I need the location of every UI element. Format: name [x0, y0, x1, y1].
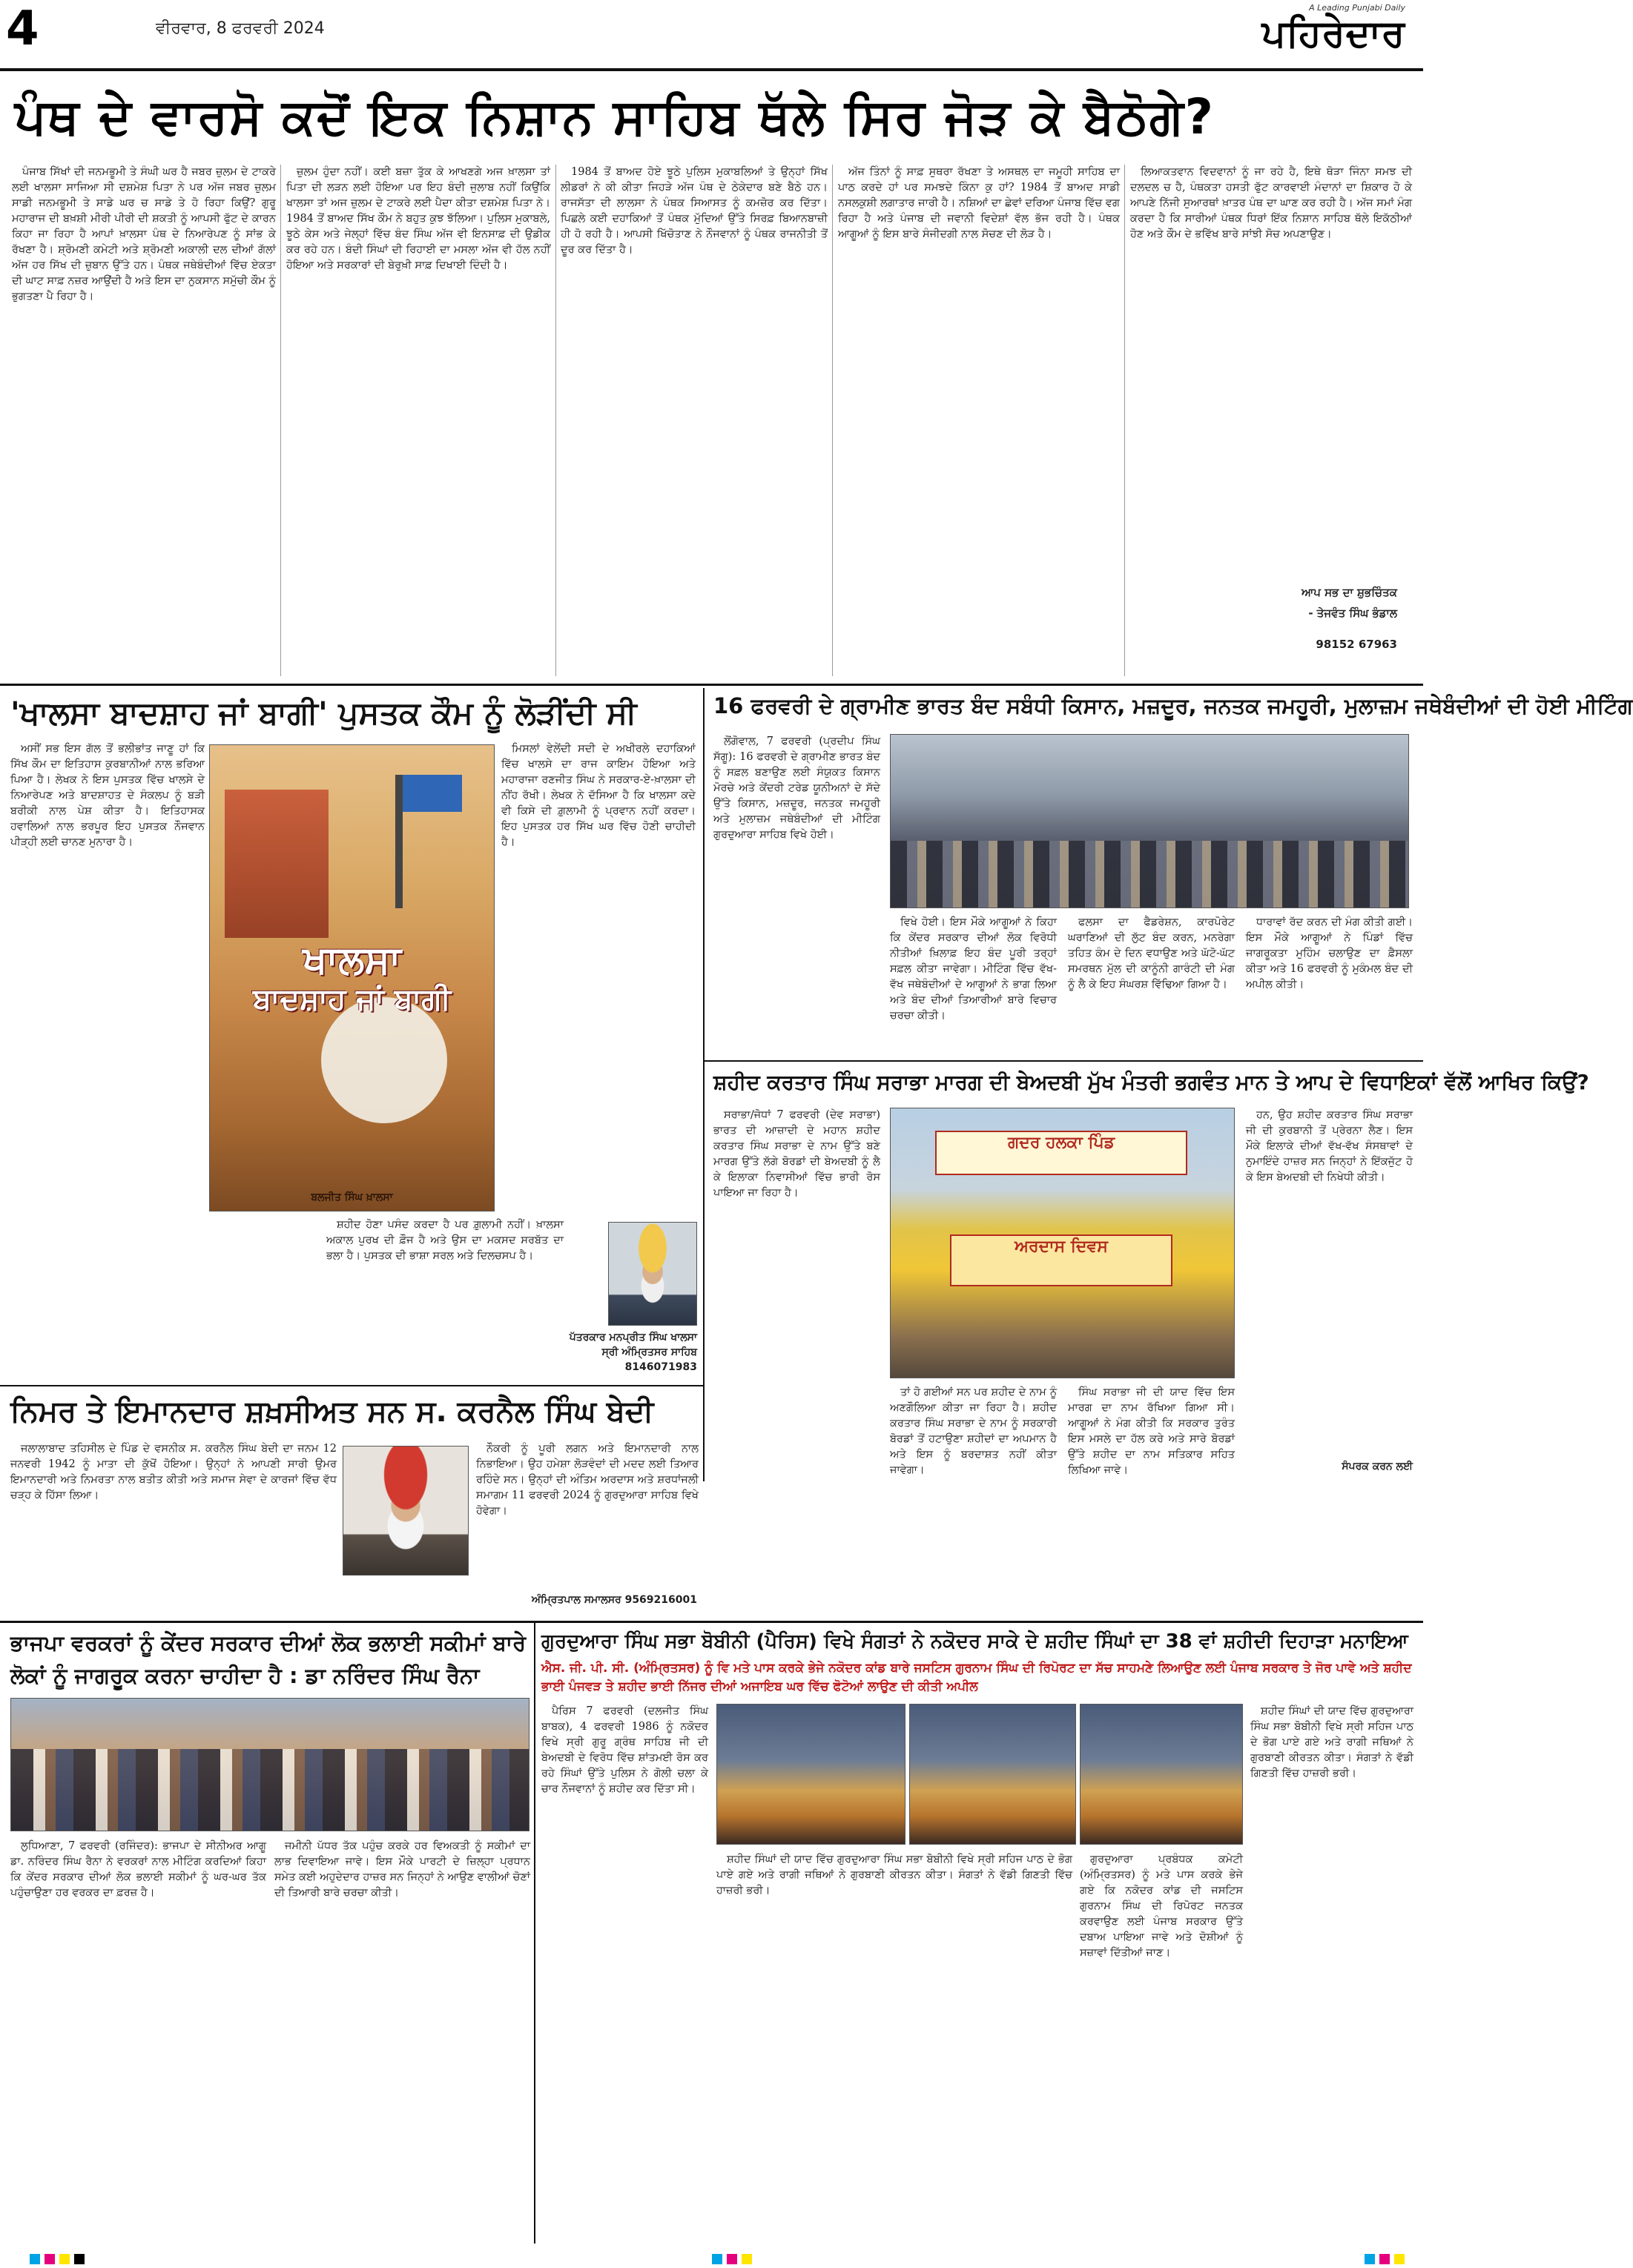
kartar-col-3: ਸਿੰਘ ਸਰਾਭਾ ਜੀ ਦੀ ਯਾਦ ਵਿੱਚ ਇਸ ਮਾਰਗ ਦਾ ਨਾਮ ਰੱਖਿਆ ਗਿਆ ਸੀ। ਆਗੂਆਂ ਨੇ ਮੰਗ ਕੀਤੀ ਕਿ ਸਰਕਾਰ ਤੁਰੰਤ ਇਸ ਮਸਲੇ ਦਾ ਹੱਲ ਕਰੇ ਅਤੇ ਸਾਰੇ ਬੋਰਡਾਂ ਉੱਤੇ ਸ਼ਹੀਦ ਦਾ ਨਾਮ ਸਤਿਕਾਰ ਸਹਿਤ ਲਿਖਿਆ ਜਾਵੇ।: [1068, 1386, 1235, 1476]
kartar-col-4: ਹਨ, ਉਹ ਸ਼ਹੀਦ ਕਰਤਾਰ ਸਿੰਘ ਸਰਾਭਾ ਜੀ ਦੀ ਕੁਰਬਾਨੀ ਤੋਂ ਪ੍ਰੇਰਨਾ ਲੈਣ। ਇਸ ਮੌਕੇ ਇਲਾਕੇ ਦੀਆਂ ਵੱਖ-ਵੱਖ ਸੰਸਥਾਵਾਂ ਦੇ ਨੁਮਾਇੰਦੇ ਹਾਜ਼ਰ ਸਨ ਜਿਨ੍ਹਾਂ ਨੇ ਇੱਕਜੁੱਟ ਹੋ ਕੇ ਇਸ ਬੇਅਦਬੀ ਦੀ ਨਿਖੇਧੀ ਕੀਤੀ।: [1246, 1109, 1413, 1183]
farmers-headline: 16 ਫਰਵਰੀ ਦੇ ਗ੍ਰਾਮੀਣ ਭਾਰਤ ਬੰਦ ਸਬੰਧੀ ਕਿਸਾਨ, ਮਜ਼ਦੂਰ, ਜਨਤਕ ਜਮਹੂਰੀ, ਮੁਲਾਜ਼ਮ ਜਥੇਬੰਦੀਆਂ ਦੀ ਹੋਈ ਮੀਟਿੰਗ: [713, 693, 1633, 718]
gurdwara-col-1: ਪੈਰਿਸ 7 ਫਰਵਰੀ (ਦਲਜੀਤ ਸਿੰਘ ਬਾਬਕ), 4 ਫਰਵਰੀ 1986 ਨੂੰ ਨਕੋਦਰ ਵਿਖੇ ਸ੍ਰੀ ਗੁਰੂ ਗ੍ਰੰਥ ਸਾਹਿਬ ਜੀ ਦੀ ਬੇਅਦਬੀ ਦੇ ਵਿਰੋਧ ਵਿੱਚ ਸ਼ਾਂਤਮਈ ਰੋਸ ਕਰ ਰਹੇ ਸਿੰਘਾਂ ਉੱਤੇ ਪੁਲਿਸ ਨੇ ਗੋਲੀ ਚਲਾ ਕੇ ਚਾਰ ਨੌਜਵਾਨਾਂ ਨੂੰ ਸ਼ਹੀਦ ਕਰ ਦਿੱਤਾ ਸੀ।: [541, 1705, 708, 1795]
lead-col-3: 1984 ਤੋਂ ਬਾਅਦ ਹੋਏ ਝੂਠੇ ਪੁਲਿਸ ਮੁਕਾਬਲਿਆਂ ਤੇ ਉਨ੍ਹਾਂ ਸਿੱਖ ਲੀਡਰਾਂ ਨੇ ਕੀ ਕੀਤਾ ਜਿਹੜੇ ਅੱਜ ਪੰਥ ਦੇ ਠੇਕੇਦਾਰ ਬਣੇ ਬੈਠੇ ਹਨ। ਰਾਜਸੱਤਾ ਦੀ ਲਾਲਸਾ ਨੇ ਪੰਥਕ ਸਿਆਸਤ ਨੂੰ ਕਮਜ਼ੋਰ ਕਰ ਦਿੱਤਾ। ਪਿਛਲੇ ਕਈ ਦਹਾਕਿਆਂ ਤੋਂ ਪੰਥਕ ਮੁੱਦਿਆਂ ਉੱਤੇ ਸਿਰਫ਼ ਬਿਆਨਬਾਜ਼ੀ ਹੀ ਹੋ ਰਹੀ ਹੈ। ਆਪਸੀ ਖਿੱਚੋਤਾਣ ਨੇ ਨੌਜਵਾਨਾਂ ਨੂੰ ਪੰਥਕ ਰਾਜਨੀਤੀ ਤੋਂ ਦੂਰ ਕਰ ਦਿੱਤਾ ਹੈ।: [561, 166, 828, 256]
book-title-line-2: ਬਾਦਸ਼ਾਹ ਜਾਂ ਬਾਗੀ: [252, 982, 452, 1016]
crowd-illustration: [891, 841, 1408, 907]
bedi-col-1: ਜਲਾਲਾਬਾਦ ਤਹਿਸੀਲ ਦੇ ਪਿੰਡ ਦੇ ਵਸਨੀਕ ਸ. ਕਰਨੈਲ ਸਿੰਘ ਬੇਦੀ ਦਾ ਜਨਮ 12 ਜਨਵਰੀ 1942 ਨੂੰ ਮਾਤਾ ਦੀ ਕੁੱਖੋਂ ਹੋਇਆ। ਉਨ੍ਹਾਂ ਨੇ ਆਪਣੀ ਸਾਰੀ ਉਮਰ ਇਮਾਨਦਾਰੀ ਅਤੇ ਨਿਮਰਤਾ ਨਾਲ ਬਤੀਤ ਕੀਤੀ ਅਤੇ ਸਮਾਜ ਸੇਵਾ ਦੇ ਕਾਰਜਾਂ ਵਿੱਚ ਵੱਧ ਚੜ੍ਹ ਕੇ ਹਿੱਸਾ ਲਿਆ।: [10, 1443, 337, 1501]
header-rule: [0, 68, 1423, 71]
col-divider: [832, 165, 833, 676]
banner-board-2: ਅਰਦਾਸ ਦਿਵਸ: [950, 1234, 1172, 1286]
vertical-rule: [534, 1621, 535, 2244]
section-rule: [0, 1385, 703, 1386]
registration-mark: [74, 2254, 85, 2264]
section-rule: [0, 1621, 1423, 1623]
gurdwara-col-3: ਗੁਰਦੁਆਰਾ ਪ੍ਰਬੰਧਕ ਕਮੇਟੀ (ਅੰਮ੍ਰਿਤਸਰ) ਨੂੰ ਮਤੇ ਪਾਸ ਕਰਕੇ ਭੇਜੇ ਗਏ ਕਿ ਨਕੋਦਰ ਕਾਂਡ ਦੀ ਜਸਟਿਸ ਗੁਰਨਾਮ ਸਿੰਘ ਦੀ ਰਿਪੋਰਟ ਜਨਤਕ ਕਰਵਾਉਣ ਲਈ ਪੰਜਾਬ ਸਰਕਾਰ ਉੱਤੇ ਦਬਾਅ ਪਾਇਆ ਜਾਵੇ ਅਤੇ ਦੋਸ਼ੀਆਂ ਨੂੰ ਸਜ਼ਾਵਾਂ ਦਿੱਤੀਆਂ ਜਾਣ।: [1080, 1854, 1243, 1959]
khalsa-col-2: ਮਿਸਲਾਂ ਵੇਲੇਂਦੀ ਸਦੀ ਦੇ ਅਖੀਰਲੇ ਦਹਾਕਿਆਂ ਵਿੱਚ ਖਾਲਸੇ ਦਾ ਰਾਜ ਕਾਇਮ ਹੋਇਆ ਅਤੇ ਮਹਾਰਾਜਾ ਰਣਜੀਤ ਸਿੰਘ ਨੇ ਸਰਕਾਰ-ਏ-ਖ਼ਾਲਸਾ ਦੀ ਨੀਂਹ ਰੱਖੀ। ਲੇਖਕ ਨੇ ਦੱਸਿਆ ਹੈ ਕਿ ਖਾਲਸਾ ਕਦੇ ਵੀ ਕਿਸੇ ਦੀ ਗ਼ੁਲਾਮੀ ਨੂੰ ਪ੍ਰਵਾਨ ਨਹੀਂ ਕਰਦਾ। ਇਹ ਪੁਸਤਕ ਹਰ ਸਿੱਖ ਘਰ ਵਿੱਚ ਹੋਣੀ ਚਾਹੀਦੀ ਹੈ।: [501, 743, 696, 848]
farmers-col-4: ਧਾਰਾਵਾਂ ਰੱਦ ਕਰਨ ਦੀ ਮੰਗ ਕੀਤੀ ਗਈ। ਇਸ ਮੌਕੇ ਆਗੂਆਂ ਨੇ ਪਿੰਡਾਂ ਵਿੱਚ ਜਾਗਰੂਕਤਾ ਮੁਹਿੰਮ ਚਲਾਉਣ ਦਾ ਫ਼ੈਸਲਾ ਕੀਤਾ ਅਤੇ 16 ਫਰਵਰੀ ਨੂੰ ਮੁਕੰਮਲ ਬੰਦ ਦੀ ਅਪੀਲ ਕੀਤੀ।: [1246, 916, 1413, 991]
lead-col-2: ਜ਼ੁਲਮ ਹੁੰਦਾ ਨਹੀਂ। ਕਈ ਬਜ਼ਾ ਤੁੱਕ ਕੇ ਆਖਣਗੇ ਅਜ ਖ਼ਾਲਸਾ ਤਾਂ ਪਿਤਾ ਦੀ ਲੜਨ ਲਈ ਹੋਇਆ ਪਰ ਇਹ ਬੰਦੀ ਜੁਲਾਬ ਨਹੀਂ ਕਿਉਂਕਿ ਖਾਲਸਾ ਤਾਂ ਅਜ ਜ਼ੁਲਮ ਦੇ ਟਾਕਰੇ ਲਈ ਪੈਦਾ ਕੀਤਾ ਦਸ਼ਮੇਸ਼ ਪਿਤਾ ਨੇ। 1984 ਤੋਂ ਬਾਅਦ ਸਿੱਖ ਕੌਮ ਨੇ ਬਹੁਤ ਕੁਝ ਝੱਲਿਆ। ਪੁਲਿਸ ਮੁਕਾਬਲੇ, ਝੂਠੇ ਕੇਸ ਅਤੇ ਜੇਲ੍ਹਾਂ ਵਿੱਚ ਬੰਦ ਸਿੰਘ ਅੱਜ ਵੀ ਇਨਸਾਫ਼ ਦੀ ਉਡੀਕ ਕਰ ਰਹੇ ਹਨ। ਬੰਦੀ ਸਿੰਘਾਂ ਦੀ ਰਿਹਾਈ ਦਾ ਮਸਲਾ ਅੱਜ ਵੀ ਹੱਲ ਨਹੀਂ ਹੋਇਆ ਅਤੇ ਸਰਕਾਰਾਂ ਦੀ ਬੇਰੁਖ਼ੀ ਸਾਫ਼ ਦਿਖਾਈ ਦਿੰਦੀ ਹੈ।: [286, 166, 550, 271]
khalsa-col-1: ਅਸੀਂ ਸਭ ਇਸ ਗੱਲ ਤੋਂ ਭਲੀਭਾਂਤ ਜਾਣੂ ਹਾਂ ਕਿ ਸਿੱਖ ਕੌਮ ਦਾ ਇਤਿਹਾਸ ਕੁਰਬਾਨੀਆਂ ਨਾਲ ਭਰਿਆ ਪਿਆ ਹੈ। ਲੇਖਕ ਨੇ ਇਸ ਪੁਸਤਕ ਵਿੱਚ ਖਾਲਸੇ ਦੇ ਨਿਆਰੇਪਣ ਅਤੇ ਬਾਦਸ਼ਾਹਤ ਦੇ ਸੰਕਲਪ ਨੂੰ ਬੜੀ ਬਰੀਕੀ ਨਾਲ ਪੇਸ਼ ਕੀਤਾ ਹੈ। ਇਤਿਹਾਸਕ ਹਵਾਲਿਆਂ ਨਾਲ ਭਰਪੂਰ ਇਹ ਪੁਸਤਕ ਨੌਜਵਾਨ ਪੀੜ੍ਹੀ ਲਈ ਚਾਨਣ ਮੁਨਾਰਾ ਹੈ।: [10, 743, 205, 848]
khalsa-byline-name: ਸ੍ਰੀ ਅੰਮ੍ਰਿਤਸਰ ਸਾਹਿਬ: [601, 1346, 697, 1358]
lead-col-4: ਅੱਜ ਤਿੰਨਾਂ ਨੂੰ ਸਾਫ਼ ਸੁਥਰਾ ਰੱਖਣਾ ਤੇ ਅਸਥਲ ਦਾ ਜਮੂਹੀ ਸਾਹਿਬ ਦਾ ਪਾਠ ਕਰਦੇ ਹਾਂ ਪਰ ਸਮਝਦੇ ਕਿੰਨਾ ਕੁ ਹਾਂ? 1984 ਤੋਂ ਬਾਅਦ ਸਾਡੀ ਨਸਲਕੁਸ਼ੀ ਲਗਾਤਾਰ ਜਾਰੀ ਹੈ। ਨਸ਼ਿਆਂ ਦਾ ਛੇਵਾਂ ਦਰਿਆ ਪੰਜਾਬ ਵਿੱਚ ਵਗ ਰਿਹਾ ਹੈ ਅਤੇ ਪੰਜਾਬ ਦੀ ਜਵਾਨੀ ਵਿਦੇਸ਼ਾਂ ਵੱਲ ਭੱਜ ਰਹੀ ਹੈ। ਪੰਥਕ ਆਗੂਆਂ ਨੂੰ ਇਸ ਬਾਰੇ ਸੰਜੀਦਗੀ ਨਾਲ ਸੋਚਣ ਦੀ ਲੋੜ ਹੈ।: [838, 166, 1121, 240]
registration-mark: [712, 2254, 722, 2264]
fort-illustration: [225, 790, 329, 938]
registration-mark: [727, 2254, 737, 2264]
gurdwara-photo-3: [1080, 1704, 1243, 1845]
book-author: ਬਲਜੀਤ ਸਿੰਘ ਖ਼ਾਲਸਾ: [311, 1191, 393, 1203]
masthead: ਪਹਿਰੇਦਾਰ: [1261, 12, 1405, 55]
kartar-col-1: ਸਰਾਭਾ/ਜੋਧਾਂ 7 ਫਰਵਰੀ (ਦੇਵ ਸਰਾਭਾ) ਭਾਰਤ ਦੀ ਆਜ਼ਾਦੀ ਦੇ ਮਹਾਨ ਸ਼ਹੀਦ ਕਰਤਾਰ ਸਿੰਘ ਸਰਾਭਾ ਦੇ ਨਾਮ ਉੱਤੇ ਬਣੇ ਮਾਰਗ ਉੱਤੇ ਲੱਗੇ ਬੋਰਡਾਂ ਦੀ ਬੇਅਦਬੀ ਨੂੰ ਲੈ ਕੇ ਇਲਾਕਾ ਨਿਵਾਸੀਆਂ ਵਿੱਚ ਭਾਰੀ ਰੋਸ ਪਾਇਆ ਜਾ ਰਿਹਾ ਹੈ।: [713, 1109, 880, 1199]
bedi-col-2: ਨੌਕਰੀ ਨੂੰ ਪੂਰੀ ਲਗਨ ਅਤੇ ਇਮਾਨਦਾਰੀ ਨਾਲ ਨਿਭਾਇਆ। ਉਹ ਹਮੇਸ਼ਾ ਲੋੜਵੰਦਾਂ ਦੀ ਮਦਦ ਲਈ ਤਿਆਰ ਰਹਿੰਦੇ ਸਨ। ਉਨ੍ਹਾਂ ਦੀ ਅੰਤਿਮ ਅਰਦਾਸ ਅਤੇ ਸ਼ਰਧਾਂਜਲੀ ਸਮਾਗਮ 11 ਫਰਵਰੀ 2024 ਨੂੰ ਗੁਰਦੁਆਰਾ ਸਾਹਿਬ ਵਿਖੇ ਹੋਵੇਗਾ।: [476, 1443, 699, 1517]
col-divider: [555, 165, 556, 676]
page-number: 4: [6, 1, 39, 56]
banner-board-1: ਗਦਰ ਹਲਕਾ ਪਿੰਡ: [935, 1131, 1187, 1175]
registration-mark: [742, 2254, 752, 2264]
bjp-headline: ਭਾਜਪਾ ਵਰਕਰਾਂ ਨੂੰ ਕੇਂਦਰ ਸਰਕਾਰ ਦੀਆਂ ਲੋਕ ਭਲਾਈ ਸਕੀਮਾਂ ਬਾਰੇ ਲੋਕਾਂ ਨੂੰ ਜਾਗਰੂਕ ਕਰਨਾ ਚਾਹੀਦਾ ਹੈ : ਡਾ ਨਰਿੰਦਰ ਸਿੰਘ ਰੈਨਾ: [10, 1630, 527, 1688]
masthead-tagline: A Leading Punjabi Daily: [1309, 3, 1405, 13]
khalsa-headline: 'ਖਾਲਸਾ ਬਾਦਸ਼ਾਹ ਜਾਂ ਬਾਗੀ' ਪੁਸਤਕ ਕੌਮ ਨੂੰ ਲੋੜੀਂਦੀ ਸੀ: [10, 695, 637, 731]
lead-col-5: ਲਿਆਕਤਵਾਨ ਵਿਦਵਾਨਾਂ ਨੂੰ ਜਾ ਰਹੇ ਹੈ, ਇਥੇ ਥੋੜਾ ਜਿੰਨਾ ਸਮਝ ਦੀ ਦਲਦਲ ਚ ਹੈ, ਪੰਥਕਤਾ ਹਸਤੀ ਫੁੱਟ ਕਾਰਵਾਈ ਮੰਦਾਨਾਂ ਦਾ ਸ਼ਿਕਾਰ ਹੋ ਕੇ ਆਪਣੇ ਨਿੱਜੀ ਸੁਆਰਥਾਂ ਖ਼ਾਤਰ ਪੰਥ ਦਾ ਘਾਣ ਕਰ ਰਹੀ ਹੈ। ਅੱਜ ਸਮਾਂ ਮੰਗ ਕਰਦਾ ਹੈ ਕਿ ਸਾਰੀਆਂ ਪੰਥਕ ਧਿਰਾਂ ਇੱਕ ਨਿਸ਼ਾਨ ਸਾਹਿਬ ਥੱਲੇ ਇਕੱਠੀਆਂ ਹੋਣ ਅਤੇ ਕੌਮ ਦੇ ਭਵਿੱਖ ਬਾਰੇ ਸਾਂਝੀ ਸੋਚ ਅਪਣਾਉਣ।: [1130, 166, 1412, 240]
farmers-col-3: ਫਲਸਾ ਦਾ ਫੈਡਰੇਸ਼ਨ, ਕਾਰਪੋਰੇਟ ਘਰਾਣਿਆਂ ਦੀ ਲੁੱਟ ਬੰਦ ਕਰਨ, ਮਨਰੇਗਾ ਤਹਿਤ ਕੰਮ ਦੇ ਦਿਨ ਵਧਾਉਣ ਅਤੇ ਘੱਟੋ-ਘੱਟ ਸਮਰਥਨ ਮੁੱਲ ਦੀ ਕਾਨੂੰਨੀ ਗਾਰੰਟੀ ਦੀ ਮੰਗ ਨੂੰ ਲੈ ਕੇ ਇਹ ਸੰਘਰਸ਼ ਵਿੱਢਿਆ ਗਿਆ ਹੈ।: [1068, 916, 1235, 991]
lead-headline: ਪੰਥ ਦੇ ਵਾਰਸੋ ਕਦੋਂ ਇਕ ਨਿਸ਼ਾਨ ਸਾਹਿਬ ਥੱਲੇ ਸਿਰ ਜੋੜ ਕੇ ਬੈਠੋਗੇ?: [15, 88, 1215, 145]
book-title-line-1: ਖਾਲਸਾ: [303, 938, 401, 982]
farmers-meeting-photo: [890, 734, 1409, 908]
section-rule: [0, 684, 1423, 686]
header-date: ਵੀਰਵਾਰ, 8 ਫਰਵਰੀ 2024: [156, 19, 325, 38]
lead-byline-phone: 98152 67963: [1316, 638, 1397, 651]
lead-byline-author: - ਤੇਜਵੰਤ ਸਿੰਘ ਭੰਡਾਲ: [1308, 606, 1397, 620]
registration-mark: [1379, 2254, 1390, 2264]
bedi-byline: ਅੰਮ੍ਰਿਤਪਾਲ ਸਮਾਲਸਰ 9569216001: [531, 1594, 697, 1606]
book-cover: [209, 744, 495, 1211]
registration-mark: [59, 2254, 70, 2264]
people-illustration: [11, 1749, 529, 1831]
registration-mark: [44, 2254, 55, 2264]
vertical-rule: [703, 688, 705, 1481]
kartar-banner-photo: [890, 1108, 1235, 1378]
farmers-col-1: ਲੋਂਗੋਵਾਲ, 7 ਫਰਵਰੀ (ਪ੍ਰਦੀਪ ਸਿੰਘ ਸੱਗੂ): 16 ਫਰਵਰੀ ਦੇ ਗ੍ਰਾਮੀਣ ਭਾਰਤ ਬੰਦ ਨੂੰ ਸਫ਼ਲ ਬਣਾਉਣ ਲਈ ਸੰਯੁਕਤ ਕਿਸਾਨ ਮੋਰਚੇ ਅਤੇ ਕੇਂਦਰੀ ਟਰੇਡ ਯੂਨੀਅਨਾਂ ਦੇ ਸੱਦੇ ਉੱਤੇ ਕਿਸਾਨ, ਮਜ਼ਦੂਰ, ਜਨਤਕ ਜਮਹੂਰੀ ਅਤੇ ਮੁਲਾਜ਼ਮ ਜਥੇਬੰਦੀਆਂ ਦੀ ਮੀਟਿੰਗ ਗੁਰਦੁਆਰਾ ਸਾਹਿਬ ਵਿਖੇ ਹੋਈ।: [713, 735, 880, 841]
farmers-col-2: ਵਿਖੇ ਹੋਈ। ਇਸ ਮੌਕੇ ਆਗੂਆਂ ਨੇ ਕਿਹਾ ਕਿ ਕੇਂਦਰ ਸਰਕਾਰ ਦੀਆਂ ਲੋਕ ਵਿਰੋਧੀ ਨੀਤੀਆਂ ਖ਼ਿਲਾਫ਼ ਇਹ ਬੰਦ ਪੂਰੀ ਤਰ੍ਹਾਂ ਸਫ਼ਲ ਕੀਤਾ ਜਾਵੇਗਾ। ਮੀਟਿੰਗ ਵਿੱਚ ਵੱਖ-ਵੱਖ ਜਥੇਬੰਦੀਆਂ ਦੇ ਆਗੂਆਂ ਨੇ ਭਾਗ ਲਿਆ ਅਤੇ ਬੰਦ ਦੀਆਂ ਤਿਆਰੀਆਂ ਬਾਰੇ ਵਿਚਾਰ ਚਰਚਾ ਕੀਤੀ।: [890, 916, 1057, 1022]
registration-mark: [1365, 2254, 1375, 2264]
columnist-photo: [608, 1222, 697, 1326]
registration-mark: [30, 2254, 40, 2264]
section-rule: [705, 1060, 1423, 1062]
col-divider: [280, 165, 281, 676]
flagpole-illustration: [395, 775, 403, 908]
kartar-byline: ਸੰਪਰਕ ਕਰਨ ਲਈ: [1342, 1461, 1413, 1472]
gurdwara-col-4: ਸ਼ਹੀਦ ਸਿੰਘਾਂ ਦੀ ਯਾਦ ਵਿੱਚ ਗੁਰਦੁਆਰਾ ਸਿੰਘ ਸਭਾ ਬੋਬੀਨੀ ਵਿਖੇ ਸ੍ਰੀ ਸਹਿਜ ਪਾਠ ਦੇ ਭੋਗ ਪਾਏ ਗਏ ਅਤੇ ਰਾਗੀ ਜਥਿਆਂ ਨੇ ਗੁਰਬਾਣੀ ਕੀਰਤਨ ਕੀਤਾ। ਸੰਗਤਾਂ ਨੇ ਵੱਡੀ ਗਿਣਤੀ ਵਿੱਚ ਹਾਜ਼ਰੀ ਭਰੀ।: [1250, 1705, 1413, 1779]
gurdwara-photo-2: [909, 1704, 1076, 1845]
gurdwara-subhead: ਐਸ. ਜੀ. ਪੀ. ਸੀ. (ਅੰਮ੍ਰਿਤਸਰ) ਨੂੰ ਵਿ ਮਤੇ ਪਾਸ ਕਰਕੇ ਭੇਜੇ ਨਕੋਦਰ ਕਾਂਡ ਬਾਰੇ ਜਸਟਿਸ ਗੁਰਨਾਮ ਸਿੰਘ ਦੀ ਰਿਪੋਰਟ ਦਾ ਸੱਚ ਸਾਹਮਣੇ ਲਿਆਉਣ ਲਈ ਪੰਜਾਬ ਸਰਕਾਰ ਤੇ ਜੋਰ ਪਾਵੇ ਅਤੇ ਸ਼ਹੀਦ ਭਾਈ ਪੰਜਵੜ ਤੇ ਸ਼ਹੀਦ ਭਾਈ ਨਿੱਜਰ ਦੀਆਂ ਅਜਾਇਬ ਘਰ ਵਿੱਚ ਫੋਟੋਆਂ ਲਾਉਣ ਦੀ ਕੀਤੀ ਅਪੀਲ: [541, 1661, 1412, 1694]
khalsa-col-3: ਸ਼ਹੀਦ ਹੋਣਾ ਪਸੰਦ ਕਰਦਾ ਹੈ ਪਰ ਗ਼ੁਲਾਮੀ ਨਹੀਂ। ਖ਼ਾਲਸਾ ਅਕਾਲ ਪੁਰਖ ਦੀ ਫ਼ੌਜ ਹੈ ਅਤੇ ਉਸ ਦਾ ਮਕਸਦ ਸਰਬੱਤ ਦਾ ਭਲਾ ਹੈ। ਪੁਸਤਕ ਦੀ ਭਾਸ਼ਾ ਸਰਲ ਅਤੇ ਦਿਲਚਸਪ ਹੈ।: [326, 1219, 564, 1262]
kartar-col-2: ਤਾਂ ਹੋ ਗਈਆਂ ਸਨ ਪਰ ਸ਼ਹੀਦ ਦੇ ਨਾਮ ਨੂੰ ਅਣਗੌਲਿਆ ਕੀਤਾ ਜਾ ਰਿਹਾ ਹੈ। ਸ਼ਹੀਦ ਕਰਤਾਰ ਸਿੰਘ ਸਰਾਭਾ ਦੇ ਨਾਮ ਨੂੰ ਸਰਕਾਰੀ ਬੋਰਡਾਂ ਤੋਂ ਹਟਾਉਣਾ ਸ਼ਹੀਦਾਂ ਦਾ ਅਪਮਾਨ ਹੈ ਅਤੇ ਇਸ ਨੂੰ ਬਰਦਾਸ਼ਤ ਨਹੀਂ ਕੀਤਾ ਜਾਵੇਗਾ।: [890, 1386, 1057, 1476]
kartar-headline: ਸ਼ਹੀਦ ਕਰਤਾਰ ਸਿੰਘ ਸਰਾਭਾ ਮਾਰਗ ਦੀ ਬੇਅਦਬੀ ਮੁੱਖ ਮੰਤਰੀ ਭਗਵੰਤ ਮਾਨ ਤੇ ਆਪ ਦੇ ਵਿਧਾਇਕਾਂ ਵੱਲੋਂ ਆਖਿਰ ਕਿਉਂ?: [713, 1070, 1589, 1094]
lead-col-1: ਪੰਜਾਬ ਸਿੱਖਾਂ ਦੀ ਜਨਮਭੂਮੀ ਤੇ ਸੰਘੀ ਘਰ ਹੈ ਜਬਰ ਜ਼ੁਲਮ ਦੇ ਟਾਕਰੇ ਲਈ ਖਾਲਸਾ ਸਾਜਿਆ ਸੀ ਦਸ਼ਮੇਸ਼ ਪਿਤਾ ਨੇ ਪਰ ਅੱਜ ਜਬਰ ਜ਼ੁਲਮ ਸਾਡੀ ਜਨਮਭੂਮੀ ਤੇ ਸਾਡੇ ਘਰ ਚ ਸਾਡੇ ਤੇ ਹੋ ਰਿਹਾ ਕਿਉਂ? ਗੁਰੂ ਮਹਾਰਾਜ ਦੀ ਬਖ਼ਸ਼ੀ ਮੀਰੀ ਪੀਰੀ ਦੀ ਸ਼ਕਤੀ ਨੂੰ ਆਪਸੀ ਫੁੱਟ ਦੇ ਕਾਰਨ ਕਿਹਾ ਜਾ ਰਿਹਾ ਹੈ ਆਪਾਂ ਖ਼ਾਲਸਾ ਪੰਥ ਦੇ ਨਿਆਰੇਪਣ ਨੂੰ ਸਾਂਭ ਕੇ ਰੱਖਣਾ ਹੈ। ਸ਼੍ਰੋਮਣੀ ਕਮੇਟੀ ਅਤੇ ਸ਼੍ਰੋਮਣੀ ਅਕਾਲੀ ਦਲ ਦੀਆਂ ਗੱਲਾਂ ਅੱਜ ਹਰ ਸਿੱਖ ਦੀ ਜ਼ੁਬਾਨ ਉੱਤੇ ਹਨ। ਪੰਥਕ ਜਥੇਬੰਦੀਆਂ ਵਿੱਚ ਏਕਤਾ ਦੀ ਘਾਟ ਸਾਫ਼ ਨਜ਼ਰ ਆਉਂਦੀ ਹੈ ਅਤੇ ਇਸ ਦਾ ਨੁਕਸਾਨ ਸਮੁੱਚੀ ਕੌਮ ਨੂੰ ਭੁਗਤਣਾ ਪੈ ਰਿਹਾ ਹੈ।: [12, 166, 276, 302]
bedi-headline: ਨਿਮਰ ਤੇ ਇਮਾਨਦਾਰ ਸ਼ਖ਼ਸੀਅਤ ਸਨ ਸ. ਕਰਨੈਲ ਸਿੰਘ ਬੇਦੀ: [10, 1395, 654, 1429]
gurdwara-headline: ਗੁਰਦੁਆਰਾ ਸਿੰਘ ਸਭਾ ਬੋਬੀਨੀ (ਪੈਰਿਸ) ਵਿਖੇ ਸੰਗਤਾਂ ਨੇ ਨਕੋਦਰ ਸਾਕੇ ਦੇ ਸ਼ਹੀਦ ਸਿੰਘਾਂ ਦਾ 38 ਵਾਂ ਸ਼ਹੀਦੀ ਦਿਹਾੜਾ ਮਨਾਇਆ: [541, 1630, 1408, 1653]
gurdwara-col-2: ਸ਼ਹੀਦ ਸਿੰਘਾਂ ਦੀ ਯਾਦ ਵਿੱਚ ਗੁਰਦੁਆਰਾ ਸਿੰਘ ਸਭਾ ਬੋਬੀਨੀ ਵਿਖੇ ਸ੍ਰੀ ਸਹਿਜ ਪਾਠ ਦੇ ਭੋਗ ਪਾਏ ਗਏ ਅਤੇ ਰਾਗੀ ਜਥਿਆਂ ਨੇ ਗੁਰਬਾਣੀ ਕੀਰਤਨ ਕੀਤਾ। ਸੰਗਤਾਂ ਨੇ ਵੱਡੀ ਗਿਣਤੀ ਵਿੱਚ ਹਾਜ਼ਰੀ ਭਰੀ।: [716, 1854, 1072, 1897]
col-divider: [1124, 165, 1125, 676]
flag-illustration: [403, 775, 462, 812]
bjp-meeting-photo: [10, 1698, 530, 1831]
bjp-col-1: ਲੁਧਿਆਣਾ, 7 ਫਰਵਰੀ (ਰਜਿੰਦਰ): ਭਾਜਪਾ ਦੇ ਸੀਨੀਅਰ ਆਗੂ ਡਾ. ਨਰਿੰਦਰ ਸਿੰਘ ਰੈਨਾ ਨੇ ਵਰਕਰਾਂ ਨਾਲ ਮੀਟਿੰਗ ਕਰਦਿਆਂ ਕਿਹਾ ਕਿ ਕੇਂਦਰ ਸਰਕਾਰ ਦੀਆਂ ਲੋਕ ਭਲਾਈ ਸਕੀਮਾਂ ਨੂੰ ਘਰ-ਘਰ ਤੱਕ ਪਹੁੰਚਾਉਣਾ ਹਰ ਵਰਕਰ ਦਾ ਫ਼ਰਜ਼ ਹੈ।: [10, 1840, 266, 1899]
bedi-portrait: [343, 1446, 469, 1576]
registration-mark: [1394, 2254, 1405, 2264]
bjp-col-2: ਜਮੀਨੀ ਪੱਧਰ ਤੱਕ ਪਹੁੰਚ ਕਰਕੇ ਹਰ ਵਿਅਕਤੀ ਨੂੰ ਸਕੀਮਾਂ ਦਾ ਲਾਭ ਦਿਵਾਇਆ ਜਾਵੇ। ਇਸ ਮੌਕੇ ਪਾਰਟੀ ਦੇ ਜ਼ਿਲ੍ਹਾ ਪ੍ਰਧਾਨ ਸਮੇਤ ਕਈ ਅਹੁਦੇਦਾਰ ਹਾਜ਼ਰ ਸਨ ਜਿਨ੍ਹਾਂ ਨੇ ਆਉਣ ਵਾਲੀਆਂ ਚੋਣਾਂ ਦੀ ਤਿਆਰੀ ਬਾਰੇ ਚਰਚਾ ਕੀਤੀ।: [274, 1840, 530, 1899]
khalsa-byline-phone: 8146071983: [624, 1361, 697, 1373]
khalsa-byline-label: ਪੱਤਰਕਾਰ ਮਨਪ੍ਰੀਤ ਸਿੰਘ ਖਾਲਸਾ: [569, 1332, 697, 1343]
gurdwara-photo-1: [716, 1704, 905, 1845]
lead-byline-label: ਆਪ ਸਭ ਦਾ ਸ਼ੁਭਚਿੰਤਕ: [1301, 586, 1397, 599]
